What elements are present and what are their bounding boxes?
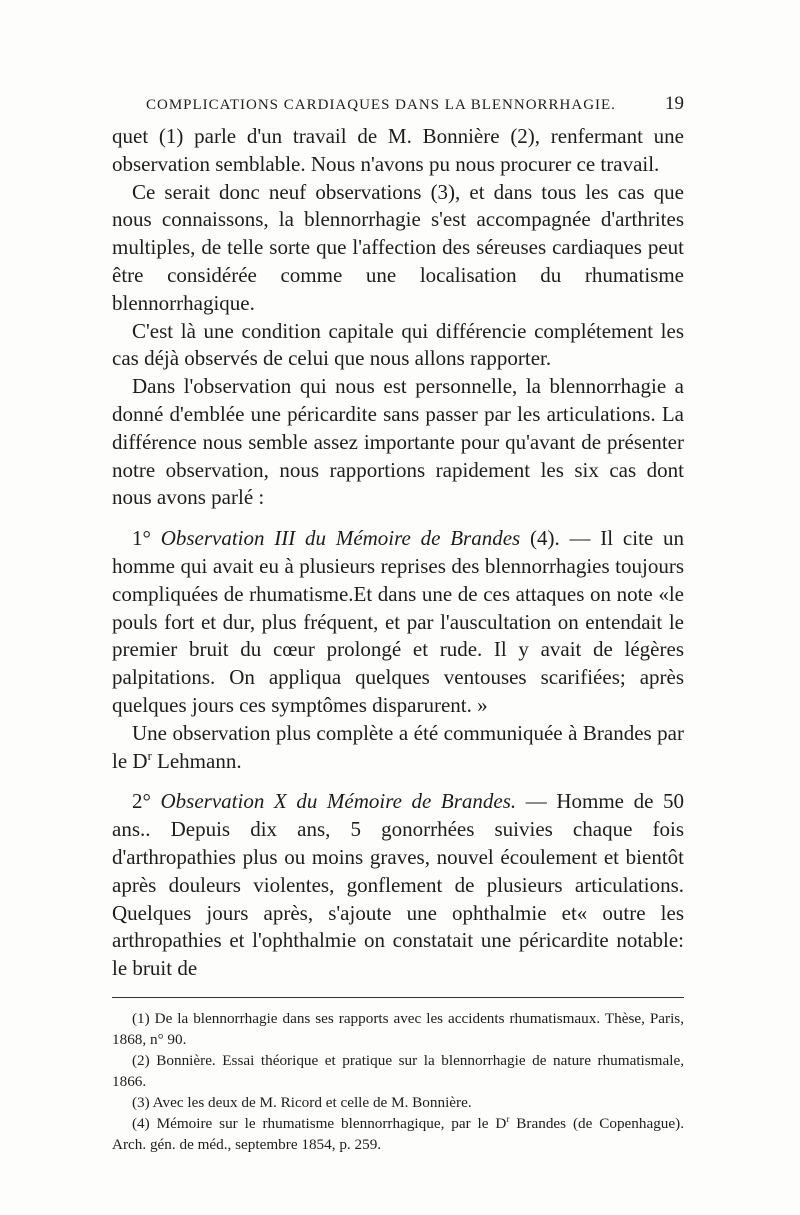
footnote-3: (3) Avec les deux de M. Ricord et celle de M. Bonnière. [132, 1093, 472, 1111]
footnote-1: (1) De la blennorrhagie dans ses rapports avec les accidents rhumatismaux. Thèse, Paris, 1868, n° 90. [112, 1009, 684, 1048]
page-number: 19 [665, 93, 684, 114]
main-text [112, 123, 684, 983]
observation-title: Observation X du Mémoire de Brandes. [160, 789, 517, 814]
paragraph: Ce serait donc neuf observations (3), et dans tous les cas que nous connaissons, la blennorrhagie s'est accompagnée d'arthrites multiples, de telle sorte que l'affection des séreuses cardiaques peut être considérée comme une localisation du rhumatisme blennorrhagique. [112, 179, 684, 315]
observation-text: — Homme de 50 ans.. Depuis dix ans, 5 gonorrhées suivies chaque fois d'arthropathies plus ou moins graves, nouvel écoulement et bientôt après douleurs violentes, gonflement de plusieurs articulations. Quelques jours après, s'ajoute une ophthalmie et« outre les arthropathies et l'ophthalmie on constatait une péricardite notable: le bruit de [112, 789, 684, 981]
paragraph: C'est là une condition capitale qui différencie complétement les cas déjà observés de celui que nous allons rapporter. [112, 318, 684, 371]
footnote-2: (2) Bonnière. Essai théorique et pratique sur la blennorrhagie de nature rhumatismale, 1866. [112, 1051, 684, 1090]
section-gap [112, 775, 684, 788]
running-title: COMPLICATIONS CARDIAQUES DANS LA BLENNORRHAGIE. [146, 97, 616, 113]
footnote-divider [112, 997, 684, 998]
running-header [146, 93, 684, 115]
footnotes [112, 1008, 684, 1155]
paragraph: Une observation plus complète a été communiquée à Brandes par le $D^r$ Lehmann. [112, 720, 684, 773]
observation-number: 2° [132, 789, 151, 814]
paragraph-continuation: quet (1) parle d'un travail de M. Bonnière (2), renfermant une observation semblable. Nous n'avons pu nous procurer ce travail. [112, 124, 684, 176]
footnote-4: (4) Mémoire sur le rhumatisme blennorrhagique, par le $D^r$ Brandes (de Copenhague). Arch. gén. de méd., septembre 1854, p. 259. [112, 1113, 684, 1153]
observation-number: 1° [132, 526, 151, 551]
section-gap [112, 512, 684, 525]
observation-2 [112, 788, 684, 983]
observation-text: (4). — Il cite un homme qui avait eu à plusieurs reprises des blennorrhagies toujours compliquées de rhumatisme.Et dans une de ces attaques on note «le pouls fort et dur, plus fréquent, et par l'auscultation on entendait le premier bruit du cœur prolongé et rude. Il y avait de légères palpitations. On appliqua quelques ventouses scarifiées; après quelques jours ces symptômes disparurent. » [112, 526, 685, 717]
book-page [112, 93, 684, 1155]
observation-title: Observation III du Mémoire de Brandes [160, 526, 521, 551]
observation-1 [112, 525, 684, 720]
paragraph: Dans l'observation qui nous est personnelle, la blennorrhagie a donné d'emblée une péricardite sans passer par les articulations. La différence nous semble assez importante pour qu'avant de présenter notre observation, nous rapportions rapidement les six cas dont nous avons parlé : [112, 374, 684, 510]
